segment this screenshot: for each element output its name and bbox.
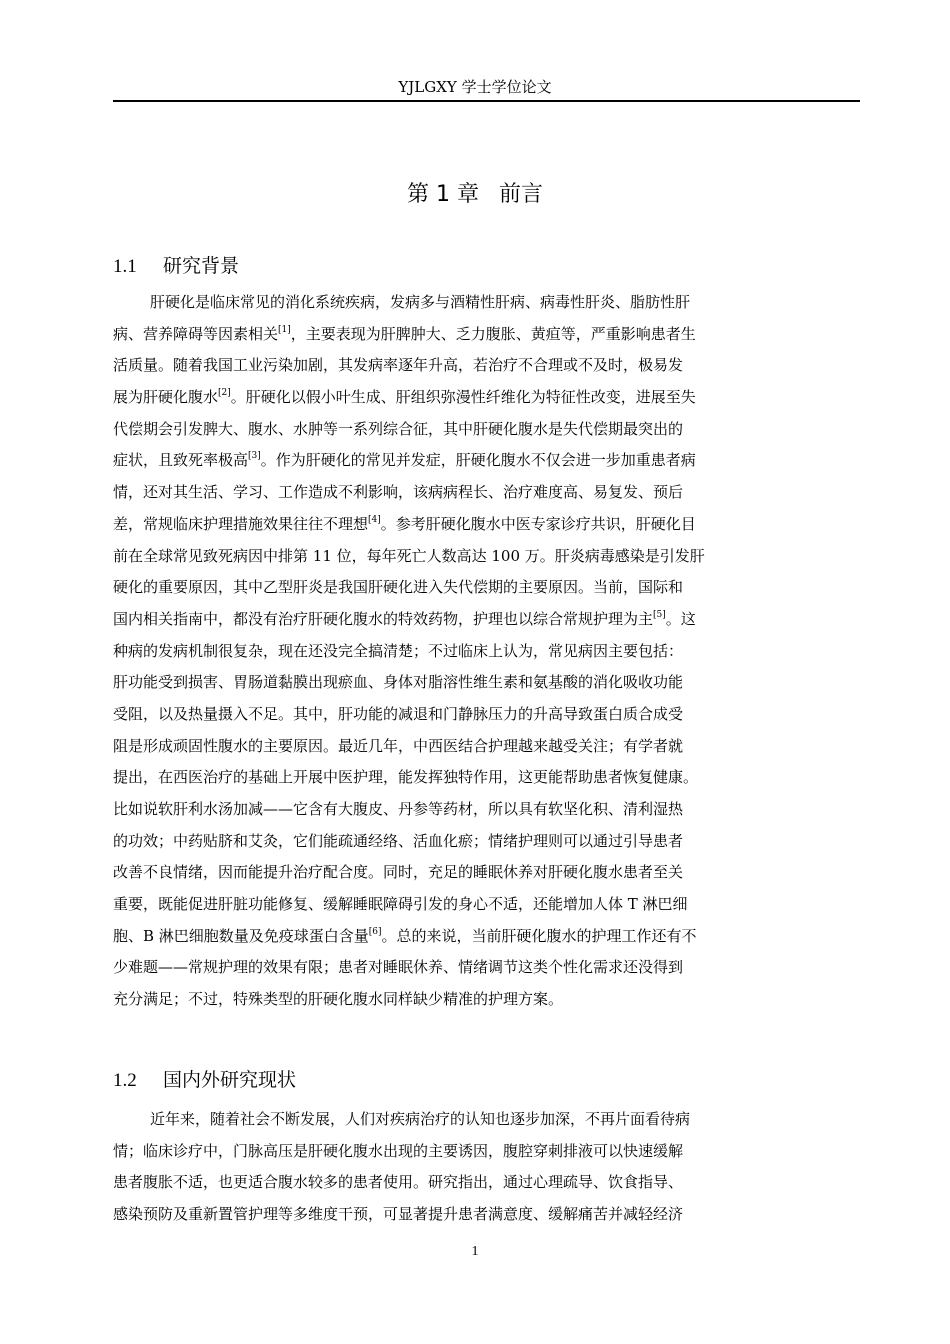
chapter-number: 第 1 章 [407, 182, 479, 207]
text-line: 改善不良情绪，因而能提升治疗配合度。同时，充足的睡眠休养对肝硬化腹水患者至关 [113, 863, 684, 882]
text-line: 症状，且致死率极高[3]。作为肝硬化的常见并发症，肝硬化腹水不仅会进一步加重患者病 [113, 451, 696, 470]
text-line: 病、营养障碍等因素相关[1]，主要表现为肝脾肿大、乏力腹胀、黄疸等，严重影响患者生 [113, 324, 696, 343]
text-line: 差，常规临床护理措施效果往往不理想[4]。参考肝硬化腹水中医专家诊疗共识，肝硬化目 [113, 514, 696, 533]
text-line: 活质量。随着我国工业污染加剧，其发病率逐年升高，若治疗不合理或不及时，极易发 [113, 356, 684, 375]
section-heading-1-1 [113, 253, 239, 280]
page-number: 1 [471, 1244, 479, 1259]
paragraph-research-background [113, 287, 860, 1016]
text-line: 充分满足；不过，特殊类型的肝硬化腹水同样缺少精准的护理方案。 [113, 990, 564, 1009]
citation-ref: [6] [368, 926, 382, 937]
text-line: 受阻，以及热量摄入不足。其中，肝功能的减退和门静脉压力的升高导致蛋白质合成受 [113, 704, 684, 723]
citation-ref: [3] [248, 451, 261, 462]
text-line: 展为肝硬化腹水[2]。肝硬化以假小叶生成、肝组织弥漫性纤维化为特征性改变，进展至失 [113, 388, 696, 407]
citation-ref: [5] [653, 609, 666, 620]
text-line: 代偿期会引发脾大、腹水、水肿等一系列综合征，其中肝硬化腹水是失代偿期最突出的 [113, 419, 684, 438]
citation-ref: [2] [218, 388, 231, 399]
paragraph-research-status [113, 1104, 860, 1231]
text-line: 患者腹胀不适，也更适合腹水较多的患者使用。研究指出，通过心理疏导、饮食指导、 [113, 1173, 684, 1192]
section-heading-1-2 [113, 1067, 296, 1094]
header-rule [113, 100, 860, 102]
text-line: 硬化的重要原因，其中乙型肝炎是我国肝硬化进入失代偿期的主要原因。当前，国际和 [113, 578, 684, 597]
text-line: 少难题——常规护理的效果有限；患者对睡眠休养、情绪调节这类个性化需求还没得到 [113, 958, 684, 977]
citation-ref: [1] [278, 324, 291, 335]
text-line: 肝功能受到损害、胃肠道黏膜出现瘀血、身体对脂溶性维生素和氨基酸的消化吸收功能 [113, 673, 684, 692]
text-line: 近年来，随着社会不断发展，人们对疾病治疗的认知也逐步加深，不再片面看待病 [150, 1110, 691, 1128]
text-line: 前在全球常见致死病因中排第 11 位，每年死亡人数高达 100 万。肝炎病毒感染是引发肝 [113, 546, 705, 565]
text-line: 胞、B 淋巴细胞数量及免疫球蛋白含量[6]。总的来说，当前肝硬化腹水的护理工作还有不 [113, 926, 697, 945]
chapter-title: 前言 [498, 182, 543, 207]
text-line: 提出，在西医治疗的基础上开展中医护理，能发挥独特作用，这更能帮助患者恢复健康。 [113, 768, 699, 787]
text-line: 阻是形成顽固性腹水的主要原因。最近几年，中西医结合护理越来越受关注；有学者就 [113, 736, 684, 755]
text-line: 情，还对其生活、学习、工作造成不利影响，该病病程长、治疗难度高、易复发、预后 [113, 483, 684, 502]
text-line: 肝硬化是临床常见的消化系统疾病，发病多与酒精性肝病、病毒性肝炎、脂肪性肝 [150, 293, 691, 311]
section-number: 1.1 [113, 256, 137, 277]
text-line: 感染预防及重新置管护理等多维度干预，可显著提升患者满意度、缓解痛苦并减轻经济 [113, 1205, 684, 1224]
chapter-heading [0, 180, 950, 210]
text-line: 比如说软肝利水汤加减——它含有大腹皮、丹参等药材，所以具有软坚化积、清利湿热 [113, 800, 684, 818]
running-header: YJLGXY 学士学位论文 [398, 78, 552, 96]
text-line: 的功效；中药贴脐和艾灸，它们能疏通经络、活血化瘀；情绪护理则可以通过引导患者 [113, 831, 684, 850]
text-line: 情；临床诊疗中，门脉高压是肝硬化腹水出现的主要诱因，腹腔穿刺排液可以快速缓解 [113, 1141, 684, 1160]
text-line: 重要，既能促进肝脏功能修复、缓解睡眠障碍引发的身心不适，还能增加人体 T 淋巴细 [113, 895, 688, 914]
citation-ref: [4] [368, 514, 381, 525]
text-line: 国内相关指南中，都没有治疗肝硬化腹水的特效药物，护理也以综合常规护理为主[5]。这 [113, 609, 696, 628]
section-number: 1.2 [113, 1070, 137, 1091]
text-line: 种病的发病机制很复杂，现在还没完全搞清楚；不过临床上认为，常见病因主要包括： [113, 641, 684, 660]
section-title: 国内外研究现状 [163, 1069, 297, 1091]
section-title: 研究背景 [163, 255, 240, 277]
